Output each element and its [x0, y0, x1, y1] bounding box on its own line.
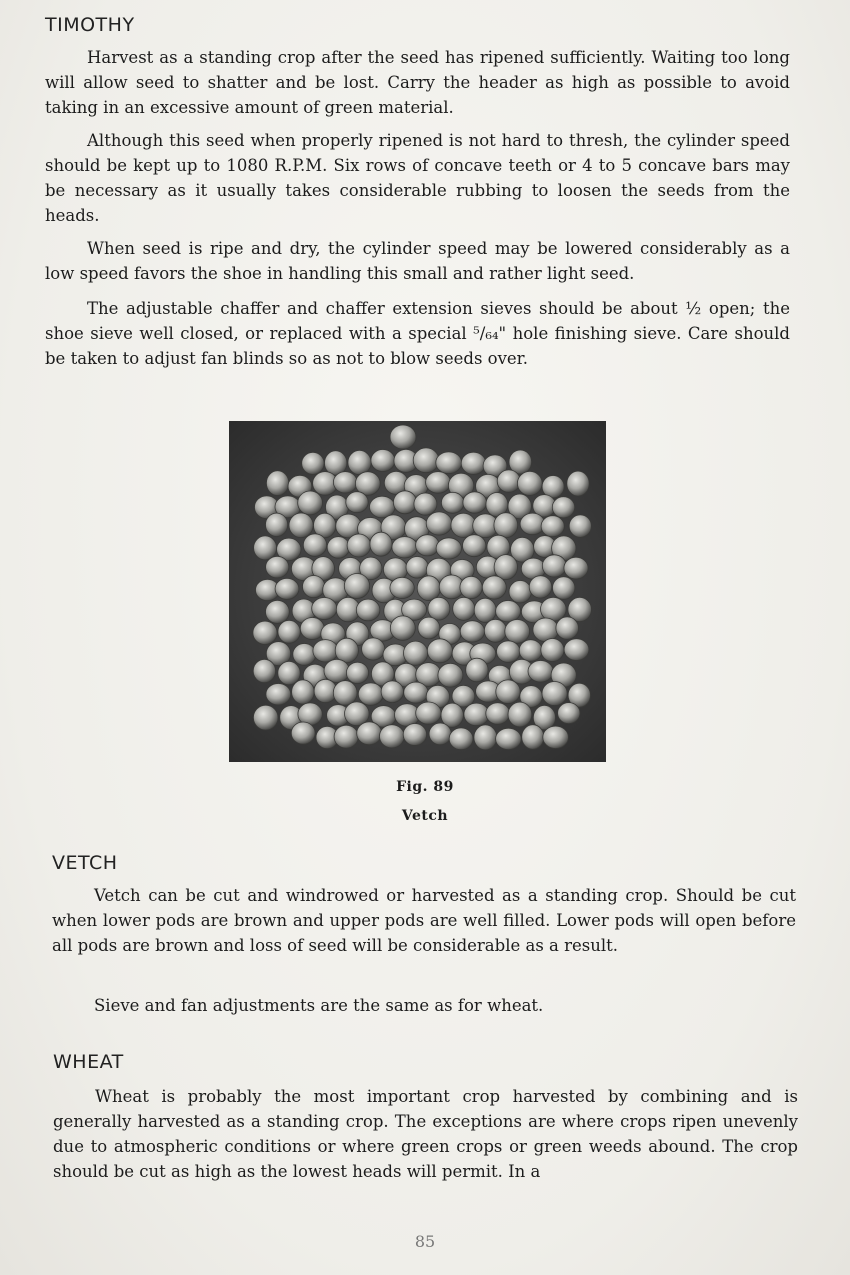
seed: [278, 620, 300, 643]
seed: [333, 472, 357, 493]
seed: [380, 725, 405, 748]
seed: [541, 516, 564, 537]
figure-number: Fig. 89: [396, 779, 454, 795]
seed: [357, 722, 382, 745]
seed: [482, 576, 506, 599]
seed: [569, 515, 591, 538]
seed: [428, 597, 450, 620]
seed: [303, 576, 325, 598]
seed: [542, 682, 567, 706]
seed: [313, 640, 338, 662]
seed: [509, 581, 531, 603]
seed: [324, 659, 350, 682]
seed: [266, 471, 288, 496]
seed: [494, 513, 518, 538]
seed: [406, 557, 428, 579]
seed: [358, 683, 383, 705]
seed: [496, 680, 520, 704]
seed: [327, 537, 349, 559]
seed: [552, 497, 574, 518]
seed: [346, 492, 368, 513]
seed: [505, 620, 530, 644]
seed: [416, 702, 441, 724]
seed: [416, 535, 440, 556]
seed: [275, 578, 299, 599]
seed: [298, 491, 323, 515]
section-heading-vetch: VETCH: [52, 852, 118, 874]
seed: [418, 617, 440, 639]
seed: [293, 644, 316, 666]
seed: [453, 597, 475, 620]
seed: [253, 659, 275, 682]
seed: [253, 705, 278, 730]
seed: [460, 576, 482, 598]
seed: [371, 450, 395, 472]
seed: [254, 536, 277, 560]
page-number: 85: [414, 1232, 436, 1251]
seed: [403, 724, 426, 746]
seed: [519, 640, 542, 662]
seed: [466, 658, 488, 682]
seed: [497, 641, 521, 663]
seed: [528, 661, 553, 683]
seed: [542, 555, 566, 577]
seed: [508, 702, 532, 727]
seed: [541, 639, 564, 662]
seed: [567, 471, 589, 496]
seed: [449, 728, 473, 750]
timothy-paragraph-4: The adjustable chaffer and chaffer extension sieves should be about ½ open; the shoe sieve well closed, or replaced with a special ⁵/₆₄" hole finishing sieve. Care should be taken to adjust fan blinds so as not to blow seeds over.: [45, 299, 790, 368]
seed: [558, 703, 580, 724]
seed: [334, 725, 358, 748]
seed: [303, 534, 326, 557]
seed: [370, 496, 395, 518]
seed: [413, 448, 439, 473]
seed: [463, 492, 487, 513]
seed: [533, 618, 559, 642]
seed: [362, 638, 385, 660]
seed: [564, 557, 588, 579]
seed: [436, 538, 461, 559]
seed: [393, 491, 416, 514]
timothy-paragraph-1: Harvest as a standing crop after the seed has ripened sufficiently. Waiting too long will allow seed to shatter and be lost. Carry the header as high as possible to avoid taking in an excessive amount of green material.: [45, 48, 790, 117]
seed: [494, 555, 517, 580]
seed: [392, 537, 418, 558]
seed: [266, 556, 289, 578]
seed: [292, 680, 315, 704]
seed: [417, 576, 440, 601]
wheat-paragraph-1: Wheat is probably the most important crop harvested by combining and is generally harvested as a standing crop. The exceptions are where crops ripen unevenly due to atmospheric conditions or where green crops or green weeds abound. The crop should be cut as high as the lowest heads will permit. In a: [53, 1087, 798, 1181]
seed: [266, 600, 290, 623]
seed: [356, 599, 380, 621]
seed: [348, 450, 371, 474]
seed: [543, 726, 569, 748]
section-heading-wheat: WHEAT: [53, 1051, 124, 1073]
seed: [253, 621, 277, 644]
seed: [347, 534, 371, 557]
seed: [438, 663, 463, 687]
seed: [451, 513, 476, 537]
seed: [333, 681, 357, 706]
seed: [291, 722, 315, 744]
seed: [486, 703, 510, 725]
vetch-paragraph-2: Sieve and fan adjustments are the same as for wheat.: [94, 996, 544, 1015]
vetch-paragraph-1: Vetch can be cut and windrowed or harvested as a standing crop. Should be cut when lower pods are brown and upper pods are well filled. Lower pods will open before all pods are brown and loss of seed will be considerable as a result.: [52, 886, 796, 955]
vetch-seeds-photo: [229, 421, 606, 762]
timothy-paragraph-3: When seed is ripe and dry, the cylinder speed may be lowered considerably as a low speed favors the shoe in handling this small and rather light seed.: [45, 239, 790, 283]
seed: [266, 684, 291, 705]
seed: [496, 728, 522, 749]
seed: [464, 703, 489, 726]
seed: [381, 681, 403, 703]
seed: [344, 574, 369, 599]
seed: [312, 598, 337, 620]
section-heading-timothy: TIMOTHY: [45, 14, 135, 36]
seed: [474, 725, 497, 750]
seed: [517, 471, 542, 495]
seed: [529, 576, 552, 598]
seed: [427, 639, 452, 663]
seed: [460, 621, 484, 642]
timothy-paragraph-2: Although this seed when properly ripened is not hard to thresh, the cylinder speed should be kept up to 1080 R.P.M. Six rows of concave teeth or 4 to 5 concave bars may be necessary as it usually takes considerable rubbing to loosen the seeds from the heads.: [45, 131, 790, 225]
seed: [429, 723, 451, 745]
seed: [553, 577, 575, 600]
seed: [302, 452, 324, 474]
seed: [461, 452, 486, 474]
seed: [426, 472, 451, 494]
figure-title: Vetch: [401, 808, 449, 824]
seed: [522, 725, 544, 750]
seed: [496, 601, 521, 622]
seed: [484, 619, 506, 642]
seed: [390, 577, 414, 598]
seed: [414, 493, 437, 515]
seed: [497, 470, 520, 492]
seed: [346, 662, 368, 683]
seed: [441, 492, 464, 513]
seed: [390, 425, 416, 449]
seed: [289, 513, 313, 538]
seed: [474, 598, 496, 622]
seed: [404, 682, 428, 703]
seed: [426, 512, 452, 535]
seed: [404, 641, 428, 665]
seed: [436, 452, 462, 474]
seed: [556, 617, 579, 639]
seed: [370, 532, 392, 556]
seed: [564, 639, 589, 661]
seed: [266, 513, 288, 536]
seed: [463, 535, 486, 557]
seed: [390, 616, 415, 640]
